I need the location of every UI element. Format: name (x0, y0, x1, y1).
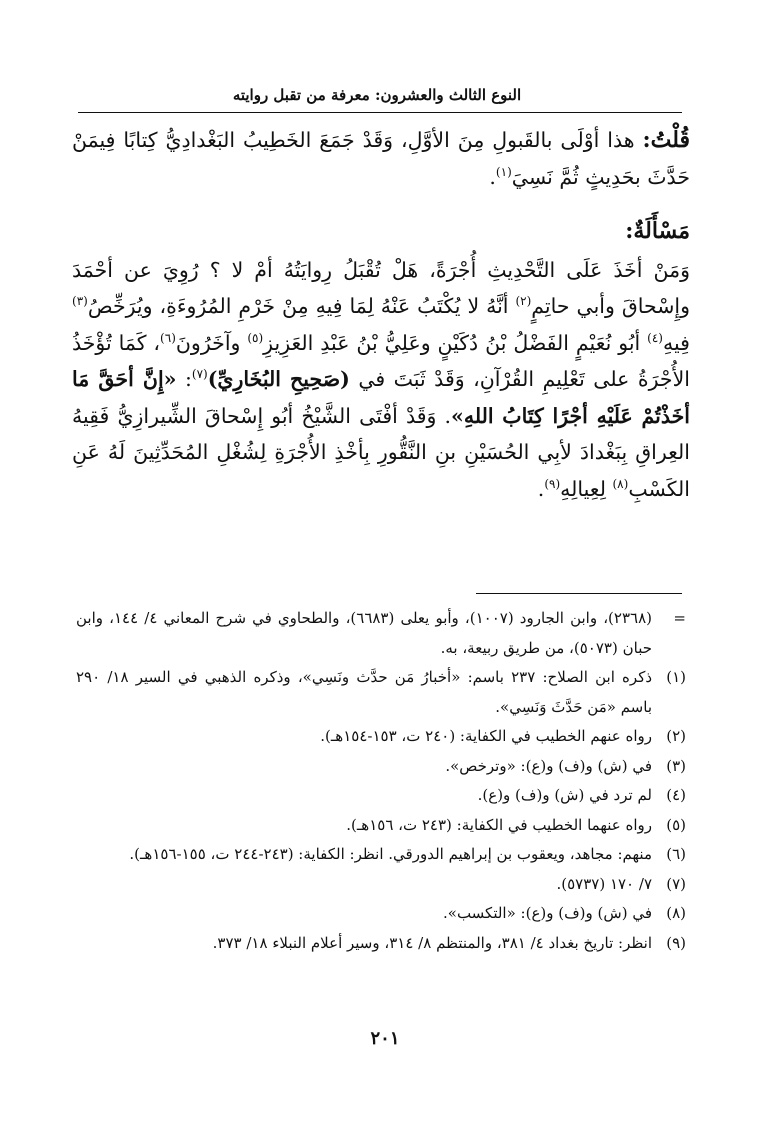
footnote-ref[interactable]: (٩) (544, 476, 561, 491)
footnote-ref[interactable]: (٦) (160, 330, 176, 345)
footnote-divider (476, 593, 682, 594)
qultu-label: قُلْتُ: (642, 127, 690, 153)
footnotes (76, 604, 686, 958)
section-heading: مَسْأَلَةٌ: (625, 218, 690, 244)
paragraph-text: فِيهِ (662, 330, 690, 355)
footnote-ref[interactable]: (٧) (191, 367, 208, 382)
footnote-ref[interactable]: (٢) (515, 294, 532, 309)
book-title: (صَحِيحِ البُخَارِيِّ) (207, 367, 350, 391)
footnote-continuation-mark: = (673, 609, 686, 627)
footnote-text: ذكره ابن الصلاح: ٢٣٧ باسم: «أخبارُ مَن حدَّث ونَسِي»، وذكره الذهبي في السير ١٨/ ٢٩٠ باسم «مَن حَدَّثَ وَنَسِي». (76, 668, 653, 716)
running-header: النوع الثالث والعشرون: معرفة من تقبل روايته (232, 86, 522, 104)
footnote-number: (١) (666, 668, 686, 686)
footnote-ref[interactable]: (٨) (612, 476, 629, 491)
footnote-number: (٨) (666, 904, 686, 922)
footnote-text: منهم: مجاهد، ويعقوب بن إبراهيم الدورقي. انظر: الكفاية: (٢٤٣-٢٤٤ ت، ١٥٥-١٥٦هـ). (129, 845, 652, 863)
footnote-number: (٩) (666, 933, 686, 952)
footnote-item (76, 781, 686, 811)
footnote-item (76, 929, 686, 959)
footnote-text: رواه عنهما الخطيب في الكفاية: (٢٤٣ ت، ١٥٦هـ). (346, 815, 652, 834)
paragraph-qultu (72, 122, 690, 195)
footnote-item (76, 870, 686, 900)
punctuation: . (537, 476, 545, 501)
paragraph-text: . وَقَدْ أفْتَى الشَّيْخُ أبُو إِسْحاقَ الشِّيرازِيُّ فَقِيهُ العِراقِ بِبَغْدادَ لأبِي الحُسَيْنِ بنِ النَّقُّورِ بِأخْذِ الأُجْرَةِ لِشُغْلِ المُحَدِّثِينَ لَهُ عَنِ الكَسْبِ (72, 403, 690, 501)
hadith-quote: «إِنَّ أحَقَّ مَا أخَذْتُمْ عَلَيْهِ أجْرًا كِتَابُ اللهِ» (72, 367, 690, 428)
header-divider (78, 112, 682, 113)
paragraph-text: لِعِيالِهِ (560, 476, 606, 501)
paragraph-text: وَمَنْ أخَذَ عَلَى التَّحْدِيثِ أُجْرَةً، هَلْ تُقْبَلُ رِوايَتُهُ أمْ لا ؟ رُوِيَ عن أحْمَدَ وإِسْحاقَ وأبي حاتِمٍ (72, 257, 690, 318)
footnote-number: (٢) (666, 727, 686, 745)
footnote-item (76, 899, 686, 929)
footnote-number: (٣) (666, 756, 686, 775)
footnote-text: في (ش) و(ف) و(ع): «التكسب». (443, 904, 652, 922)
footnote-item (76, 604, 686, 663)
paragraph-text: أنَّهُ لا يُكْتَبُ عَنْهُ لِمَا فِيهِ مِنْ خَرْمِ المُرُوءَةِ، ويُرَخِّصُ (87, 294, 509, 318)
footnote-text: ٧/ ١٧٠ (٥٧٣٧). (556, 874, 652, 893)
footnote-ref[interactable]: (٥) (247, 330, 264, 345)
footnote-number: (٥) (666, 815, 686, 834)
punctuation: : (184, 367, 192, 391)
footnote-number: (٤) (666, 786, 686, 804)
main-text (72, 122, 690, 507)
footnote-number: (٦) (666, 845, 686, 863)
page-number: ٢٠١ (370, 1028, 400, 1049)
punctuation: . (489, 164, 496, 189)
footnote-item (76, 722, 686, 752)
footnote-item (76, 811, 686, 841)
paragraph-masala (72, 252, 690, 508)
paragraph-text: هذا أوْلَى بالقَبولِ مِنَ الأوَّلِ، وَقَدْ جَمَعَ الخَطِيبُ البَغْدادِيُّ كِتابًا فِيمَنْ حَدَّثَ بحَدِيثٍ ثُمَّ نَسِيَ (72, 128, 690, 189)
footnote-ref[interactable]: (١) (495, 164, 512, 179)
footnote-ref[interactable]: (٤) (647, 330, 663, 345)
footnote-text: (٢٣٦٨)، وابن الجارود (١٠٠٧)، وأبو يعلى (٦٦٨٣)، والطحاوي في شرح المعاني ٤/ ١٤٤، وابن حبان (٥٠٧٣)، من طريق ربيعة، به. (76, 609, 652, 657)
footnote-text: انظر: تاريخ بغداد ٤/ ٣٨١، والمنتظم ٨/ ٣١٤، وسير أعلام النبلاء ١٨/ ٣٧٣. (212, 933, 652, 952)
paragraph-text: أبُو نُعَيْمٍ الفَضْلُ بْنُ دُكَيْنٍ وعَلِيُّ بْنُ عَبْدِ العَزِيزِ (263, 330, 641, 355)
paragraph-text: وآخَرُونَ (175, 330, 241, 355)
footnote-item (76, 663, 686, 722)
footnote-text: لم ترد في (ش) و(ف) و(ع). (477, 786, 652, 804)
footnote-text: في (ش) و(ف) و(ع): «وترخص». (445, 756, 652, 775)
footnote-item (76, 752, 686, 782)
footnote-item (76, 840, 686, 870)
footnote-text: رواه عنهم الخطيب في الكفاية: (٢٤٠ ت، ١٥٣-١٥٤هـ). (320, 727, 652, 745)
footnote-number: (٧) (666, 874, 686, 893)
paragraph-text: ، كَمَا تُؤْخَذُ الأُجْرَةُ على تَعْلِيمِ القُرْآنِ، وَقَدْ ثَبَتَ في (72, 330, 690, 391)
footnote-ref[interactable]: (٣) (72, 294, 88, 309)
